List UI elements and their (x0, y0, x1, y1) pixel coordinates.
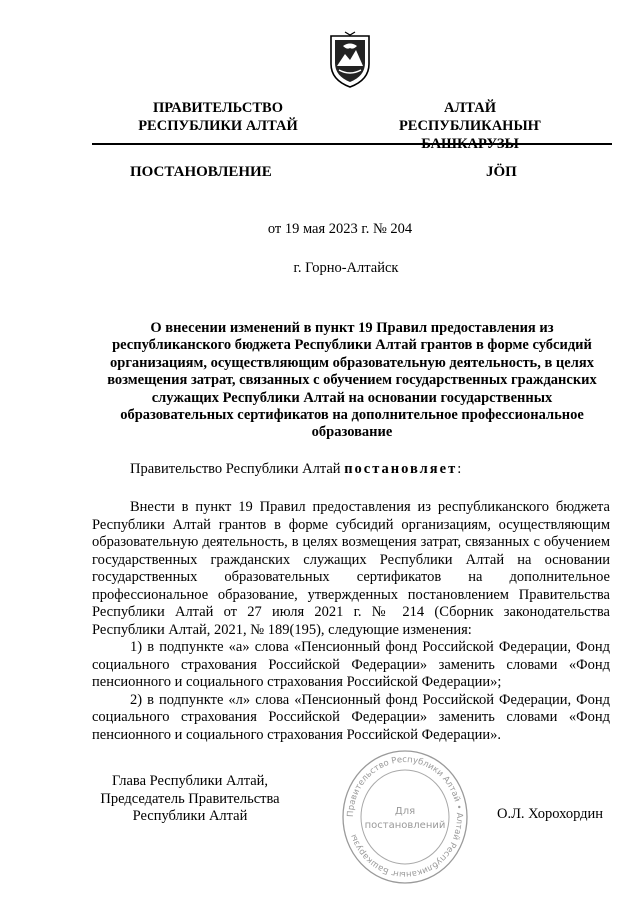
body-paragraph: Внести в пункт 19 Правил предоставления из республиканского бюджета Республики Алтай грантов в форме субсидий организациям, осуществляющим образовательную деятельность, в целях возмещения затрат, связанных с обучением государственных гражданских служащих Республики Алтай на основании государственных образовательных сертификатов на дополнительное профессиональное образование, утвержденных постановлением Правительства Республики Алтай от 27 июля 2021 г. № 214 (Сборник законодательства Республики Алтай, 2021, № 189(195), следующие изменения: (92, 499, 610, 638)
header-org-right-line1: АЛТАЙ РЕСПУБЛИКАНЫҤ (398, 100, 542, 134)
stamp-ring-text: Правительство Республики Алтай • Алтай Республиканыҥ Башкарузы (345, 754, 465, 880)
signatory-position (90, 773, 290, 826)
stamp-center-line2: постановлений (364, 820, 446, 831)
official-stamp (340, 747, 470, 887)
coat-of-arms-emblem-icon (325, 30, 375, 90)
document-date: от 19 мая 2023 г. № 204 (267, 221, 413, 237)
stamp-center-line1: Для (394, 806, 416, 817)
signatory-position-line1: Глава Республики Алтай, (111, 773, 269, 789)
header-org-left (118, 99, 318, 135)
header-org-left-line2: РЕСПУБЛИКИ АЛТАЙ (138, 118, 298, 134)
svg-text:Правительство Республики Алтай (346, 755, 464, 879)
preamble-emphasis: постановляет (344, 461, 458, 477)
doc-type-ru: ПОСТАНОВЛЕНИЕ (130, 164, 272, 180)
signatory-position-line2: Председатель Правительства (100, 790, 280, 807)
document-title: О внесении изменений в пункт 19 Правил предоставления из республиканского бюджета Республики Алтай грантов в форме субсидий организациям, осуществляющим образовательную деятельность, в целях возмещения затрат, связанных с обучением государственных гражданских служащих Республики Алтай на основании государственных образовательных сертификатов на дополнительное профессиональное образование (107, 320, 597, 441)
body-paragraph: 1) в подпункте «а» слова «Пенсионный фонд Российской Федерации, Фонд социального страхования Российской Федерации» заменить словами «Фонд пенсионного и социального страхования Российской Федерации»; (92, 639, 610, 690)
document-city: г. Горно-Алтайск (293, 260, 399, 276)
body-paragraph: 2) в подпункте «л» слова «Пенсионный фонд Российской Федерации, Фонд социального страхования Российской Федерации» заменить словами «Фонд пенсионного и социального страхования Российской Федерации». (92, 691, 610, 743)
header-divider (92, 143, 612, 145)
doc-type-alt: JÖП (486, 164, 517, 180)
preamble (130, 461, 461, 478)
document-body (92, 499, 610, 744)
header-org-right-line2: БАШКАРУЗЫ (421, 136, 519, 152)
signatory-name: О.Л. Хорохордин (497, 806, 604, 822)
preamble-text: Правительство Республики Алтай (130, 461, 341, 477)
preamble-colon: : (457, 461, 462, 477)
signatory-position-line3: Республики Алтай (132, 808, 248, 824)
header-org-left-line1: ПРАВИТЕЛЬСТВО (153, 100, 283, 116)
